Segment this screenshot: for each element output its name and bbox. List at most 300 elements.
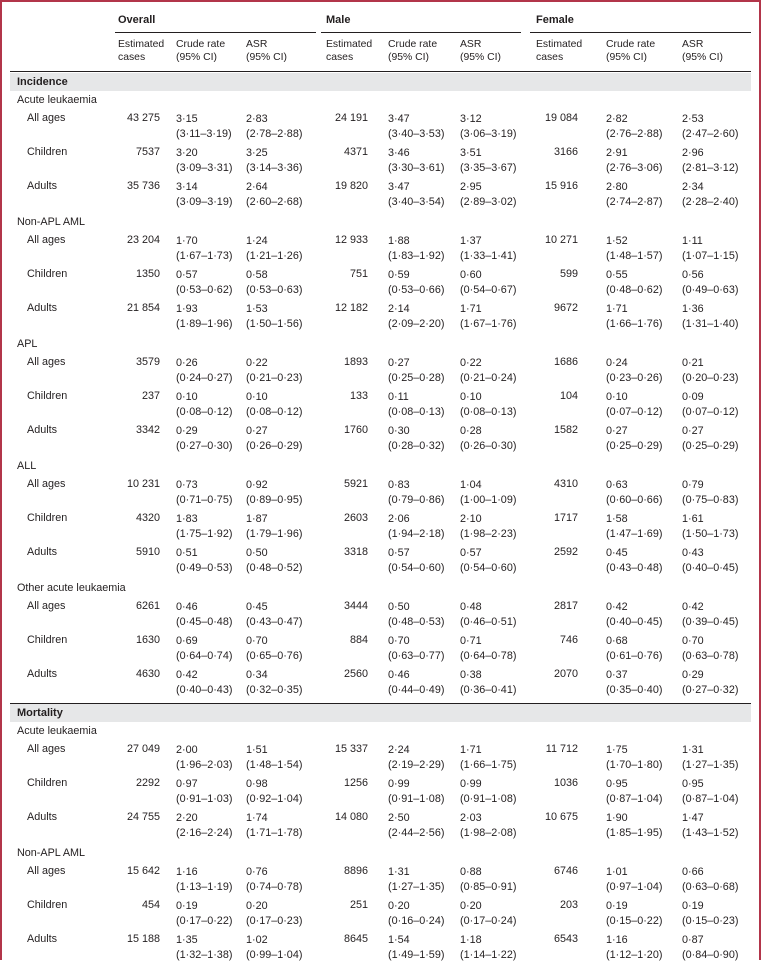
- asr-value: 0·10: [460, 391, 482, 403]
- column-header-line: ASR: [682, 39, 704, 50]
- asr-value: 0·95: [682, 778, 704, 790]
- crude-rate-ci: (0·53–0·66): [388, 284, 445, 296]
- asr-ci: (1·07–1·15): [682, 250, 739, 262]
- asr-cell: [246, 668, 302, 698]
- crude-rate-ci: (0·97–1·04): [606, 881, 663, 893]
- crude-rate-cell: [176, 234, 232, 264]
- estimated-cases: 4630: [135, 668, 160, 680]
- asr-value: 1·04: [460, 479, 482, 491]
- column-header-asr: [682, 38, 723, 64]
- estimated-cases: 15 642: [126, 865, 160, 877]
- asr-value: 0·45: [246, 601, 268, 613]
- crude-rate-cell: [176, 933, 232, 963]
- asr-cell: [682, 743, 738, 773]
- crude-rate-ci: (0·53–0·62): [176, 284, 233, 296]
- table-row: [10, 811, 751, 845]
- asr-ci: (0·17–0·23): [246, 915, 303, 927]
- crude-rate-value: 3·20: [176, 147, 198, 159]
- asr-cell: [246, 634, 302, 664]
- crude-rate-ci: (2·09–2·20): [388, 318, 445, 330]
- estimated-cases: 104: [559, 390, 578, 402]
- asr-cell: [682, 180, 738, 210]
- crude-rate-ci: (0·71–0·75): [176, 494, 233, 506]
- asr-cell: [682, 302, 738, 332]
- asr-cell: [682, 268, 738, 298]
- crude-rate-cell: [388, 777, 444, 807]
- crude-rate-value: 1·90: [606, 812, 628, 824]
- estimated-cases: 2070: [553, 668, 578, 680]
- crude-rate-ci: (0·64–0·74): [176, 650, 233, 662]
- crude-rate-ci: (3·40–3·53): [388, 128, 445, 140]
- asr-ci: (0·65–0·76): [246, 650, 303, 662]
- asr-ci: (0·99–1·04): [246, 949, 303, 961]
- asr-cell: [246, 268, 302, 298]
- asr-value: 0·10: [246, 391, 268, 403]
- table-row: [10, 356, 751, 390]
- crude-rate-value: 0·46: [388, 669, 410, 681]
- asr-value: 0·22: [246, 357, 268, 369]
- estimated-cases: 454: [141, 899, 160, 911]
- column-header-line: Estimated: [536, 39, 583, 50]
- crude-rate-value: 2·20: [176, 812, 198, 824]
- crude-rate-cell: [606, 180, 662, 210]
- row-label: Adults: [27, 180, 58, 192]
- estimated-cases: 8896: [343, 865, 368, 877]
- asr-cell: [246, 933, 302, 963]
- row-label: Adults: [27, 546, 58, 558]
- asr-ci: (1·48–1·54): [246, 759, 303, 771]
- asr-ci: (1·43–1·52): [682, 827, 739, 839]
- asr-value: 1·24: [246, 235, 268, 247]
- crude-rate-ci: (0·25–0·29): [606, 440, 663, 452]
- asr-ci: (1·27–1·35): [682, 759, 739, 771]
- crude-rate-cell: [606, 865, 662, 895]
- crude-rate-ci: (1·94–2·18): [388, 528, 445, 540]
- asr-value: 0·70: [682, 635, 704, 647]
- crude-rate-cell: [176, 112, 232, 142]
- crude-rate-cell: [388, 424, 444, 454]
- crude-rate-value: 1·35: [176, 934, 198, 946]
- crude-rate-ci: (0·25–0·28): [388, 372, 445, 384]
- crude-rate-cell: [176, 600, 232, 630]
- subgroup-title: Acute leukaemia: [17, 94, 97, 106]
- crude-rate-cell: [176, 390, 232, 420]
- subgroup-title: Acute leukaemia: [17, 725, 97, 737]
- asr-value: 0·58: [246, 269, 268, 281]
- asr-ci: (0·85–0·91): [460, 881, 517, 893]
- asr-cell: [682, 234, 738, 264]
- estimated-cases: 11 712: [545, 743, 578, 755]
- crude-rate-value: 0·50: [388, 601, 410, 613]
- crude-rate-value: 1·54: [388, 934, 410, 946]
- column-header-line: Crude rate: [176, 39, 226, 50]
- crude-rate-ci: (0·49–0·53): [176, 562, 233, 574]
- asr-cell: [460, 424, 516, 454]
- asr-cell: [682, 478, 738, 508]
- column-header-asr: [246, 38, 287, 64]
- crude-rate-value: 2·50: [388, 812, 410, 824]
- crude-rate-value: 1·83: [176, 513, 198, 525]
- asr-ci: (3·06–3·19): [460, 128, 517, 140]
- crude-rate-ci: (0·07–0·12): [606, 406, 663, 418]
- estimated-cases: 4371: [343, 146, 368, 158]
- asr-cell: [460, 634, 516, 664]
- asr-value: 2·53: [682, 113, 704, 125]
- crude-rate-value: 0·51: [176, 547, 198, 559]
- asr-value: 0·99: [460, 778, 482, 790]
- asr-value: 3·25: [246, 147, 268, 159]
- table-row: [10, 600, 751, 634]
- asr-value: 1·51: [246, 744, 268, 756]
- asr-cell: [460, 777, 516, 807]
- estimated-cases: 10 231: [126, 478, 160, 490]
- crude-rate-cell: [388, 478, 444, 508]
- estimated-cases: 884: [349, 634, 368, 646]
- table-row: [10, 424, 751, 458]
- crude-rate-ci: (0·91–1·03): [176, 793, 233, 805]
- asr-value: 0·34: [246, 669, 268, 681]
- section-title: Incidence: [10, 73, 751, 91]
- crude-rate-cell: [606, 268, 662, 298]
- asr-cell: [682, 546, 738, 576]
- crude-rate-value: 3·15: [176, 113, 198, 125]
- column-header-line: cases: [118, 52, 146, 63]
- crude-rate-value: 0·27: [606, 425, 628, 437]
- crude-rate-cell: [388, 112, 444, 142]
- estimated-cases: 8645: [343, 933, 368, 945]
- crude-rate-ci: (1·89–1·96): [176, 318, 233, 330]
- row-label: Children: [27, 146, 68, 158]
- asr-value: 0·56: [682, 269, 704, 281]
- crude-rate-value: 0·27: [388, 357, 410, 369]
- asr-ci: (3·35–3·67): [460, 162, 517, 174]
- asr-value: 2·10: [460, 513, 482, 525]
- row-label: Children: [27, 268, 68, 280]
- column-header-line: ASR: [460, 39, 482, 50]
- crude-rate-value: 0·59: [388, 269, 410, 281]
- estimated-cases: 2603: [343, 512, 368, 524]
- crude-rate-cell: [606, 424, 662, 454]
- crude-rate-value: 1·71: [606, 303, 628, 315]
- asr-cell: [246, 777, 302, 807]
- row-label: Children: [27, 512, 68, 524]
- asr-value: 1·71: [460, 744, 482, 756]
- asr-cell: [682, 634, 738, 664]
- asr-ci: (0·46–0·51): [460, 616, 517, 628]
- group-rule: [321, 32, 521, 33]
- group-header-overall: Overall: [118, 14, 156, 26]
- asr-cell: [682, 865, 738, 895]
- crude-rate-cell: [606, 356, 662, 386]
- subgroup-title: Non-APL AML: [17, 847, 86, 859]
- table-row: [10, 777, 751, 811]
- crude-rate-ci: (2·44–2·56): [388, 827, 445, 839]
- header-rule: [10, 71, 751, 72]
- crude-rate-cell: [606, 634, 662, 664]
- asr-ci: (1·50–1·56): [246, 318, 303, 330]
- asr-ci: (0·54–0·60): [460, 562, 517, 574]
- estimated-cases: 6261: [135, 600, 160, 612]
- estimated-cases: 15 337: [334, 743, 368, 755]
- estimated-cases: 1582: [553, 424, 578, 436]
- crude-rate-value: 0·42: [176, 669, 198, 681]
- crude-rate-ci: (3·09–3·19): [176, 196, 233, 208]
- crude-rate-value: 0·19: [176, 900, 198, 912]
- asr-cell: [682, 424, 738, 454]
- estimated-cases: 19 820: [334, 180, 368, 192]
- crude-rate-value: 0·99: [388, 778, 410, 790]
- estimated-cases: 10 271: [544, 234, 578, 246]
- crude-rate-value: 1·88: [388, 235, 410, 247]
- crude-rate-cell: [606, 478, 662, 508]
- asr-cell: [460, 478, 516, 508]
- crude-rate-cell: [176, 356, 232, 386]
- asr-cell: [460, 356, 516, 386]
- table-row: [10, 668, 751, 702]
- row-label: Adults: [27, 811, 58, 823]
- crude-rate-ci: (3·40–3·54): [388, 196, 445, 208]
- crude-rate-cell: [606, 811, 662, 841]
- crude-rate-cell: [388, 146, 444, 176]
- asr-ci: (1·66–1·75): [460, 759, 517, 771]
- table-row: [10, 634, 751, 668]
- estimated-cases: 10 675: [544, 811, 578, 823]
- asr-ci: (0·92–1·04): [246, 793, 303, 805]
- crude-rate-value: 0·26: [176, 357, 198, 369]
- asr-ci: (0·53–0·63): [246, 284, 303, 296]
- crude-rate-ci: (1·96–2·03): [176, 759, 233, 771]
- column-header-crude: [606, 38, 655, 64]
- column-header-line: Crude rate: [388, 39, 438, 50]
- crude-rate-cell: [388, 356, 444, 386]
- estimated-cases: 12 182: [334, 302, 368, 314]
- asr-ci: (2·28–2·40): [682, 196, 739, 208]
- asr-value: 1·02: [246, 934, 268, 946]
- asr-ci: (0·08–0·13): [460, 406, 517, 418]
- column-header-crude: [176, 38, 225, 64]
- asr-cell: [246, 811, 302, 841]
- column-header-line: cases: [326, 52, 354, 63]
- column-header-line: (95% CI): [606, 52, 647, 63]
- asr-ci: (1·33–1·41): [460, 250, 517, 262]
- asr-ci: (0·91–1·08): [460, 793, 517, 805]
- crude-rate-ci: (0·45–0·48): [176, 616, 233, 628]
- estimated-cases: 751: [349, 268, 368, 280]
- row-label: Children: [27, 634, 68, 646]
- crude-rate-cell: [388, 634, 444, 664]
- asr-ci: (0·49–0·63): [682, 284, 739, 296]
- asr-ci: (1·00–1·09): [460, 494, 517, 506]
- asr-value: 0·42: [682, 601, 704, 613]
- crude-rate-cell: [388, 743, 444, 773]
- crude-rate-value: 2·00: [176, 744, 198, 756]
- table-row: [10, 390, 751, 424]
- crude-rate-cell: [606, 390, 662, 420]
- group-header-male: Male: [326, 14, 351, 26]
- asr-cell: [246, 146, 302, 176]
- crude-rate-ci: (1·49–1·59): [388, 949, 445, 961]
- asr-cell: [682, 356, 738, 386]
- crude-rate-cell: [388, 668, 444, 698]
- asr-value: 0·50: [246, 547, 268, 559]
- row-label: Adults: [27, 302, 58, 314]
- asr-ci: (0·17–0·24): [460, 915, 517, 927]
- crude-rate-cell: [176, 302, 232, 332]
- asr-cell: [460, 146, 516, 176]
- crude-rate-cell: [606, 777, 662, 807]
- crude-rate-ci: (2·19–2·29): [388, 759, 445, 771]
- asr-cell: [682, 390, 738, 420]
- column-header-cases: [536, 38, 582, 64]
- asr-ci: (0·36–0·41): [460, 684, 517, 696]
- crude-rate-ci: (0·54–0·60): [388, 562, 445, 574]
- crude-rate-ci: (1·27–1·35): [388, 881, 445, 893]
- asr-cell: [460, 668, 516, 698]
- crude-rate-ci: (2·16–2·24): [176, 827, 233, 839]
- asr-ci: (0·26–0·29): [246, 440, 303, 452]
- asr-value: 2·03: [460, 812, 482, 824]
- asr-value: 1·36: [682, 303, 704, 315]
- crude-rate-value: 1·70: [176, 235, 198, 247]
- crude-rate-cell: [606, 512, 662, 542]
- asr-cell: [246, 180, 302, 210]
- asr-value: 1·71: [460, 303, 482, 315]
- asr-value: 1·37: [460, 235, 482, 247]
- asr-ci: (1·14–1·22): [460, 949, 517, 961]
- asr-cell: [246, 512, 302, 542]
- crude-rate-value: 2·80: [606, 181, 628, 193]
- crude-rate-ci: (0·08–0·12): [176, 406, 233, 418]
- column-header-line: ASR: [246, 39, 268, 50]
- asr-cell: [460, 811, 516, 841]
- asr-cell: [246, 600, 302, 630]
- estimated-cases: 1717: [553, 512, 578, 524]
- crude-rate-cell: [606, 546, 662, 576]
- row-label: All ages: [27, 112, 66, 124]
- asr-ci: (0·20–0·23): [682, 372, 739, 384]
- asr-value: 0·71: [460, 635, 482, 647]
- crude-rate-cell: [606, 743, 662, 773]
- crude-rate-cell: [606, 112, 662, 142]
- crude-rate-value: 0·63: [606, 479, 628, 491]
- crude-rate-ci: (1·75–1·92): [176, 528, 233, 540]
- estimated-cases: 7537: [135, 146, 160, 158]
- estimated-cases: 3444: [343, 600, 368, 612]
- crude-rate-value: 3·47: [388, 113, 410, 125]
- estimated-cases: 1686: [553, 356, 578, 368]
- crude-rate-value: 1·01: [606, 866, 628, 878]
- asr-cell: [682, 777, 738, 807]
- crude-rate-cell: [176, 546, 232, 576]
- asr-cell: [246, 478, 302, 508]
- row-label: Adults: [27, 933, 58, 945]
- estimated-cases: 21 854: [126, 302, 160, 314]
- crude-rate-cell: [176, 268, 232, 298]
- estimated-cases: 2817: [553, 600, 578, 612]
- table-row: [10, 743, 751, 777]
- crude-rate-ci: (0·48–0·62): [606, 284, 663, 296]
- crude-rate-cell: [388, 268, 444, 298]
- row-label: All ages: [27, 600, 66, 612]
- crude-rate-value: 0·10: [176, 391, 198, 403]
- asr-ci: (0·43–0·47): [246, 616, 303, 628]
- crude-rate-ci: (1·66–1·76): [606, 318, 663, 330]
- table-row: [10, 899, 751, 933]
- crude-rate-ci: (1·67–1·73): [176, 250, 233, 262]
- estimated-cases: 1256: [343, 777, 368, 789]
- crude-rate-cell: [388, 865, 444, 895]
- group-header-female: Female: [536, 14, 574, 26]
- crude-rate-ci: (0·27–0·30): [176, 440, 233, 452]
- row-label: Children: [27, 777, 68, 789]
- crude-rate-ci: (0·40–0·45): [606, 616, 663, 628]
- estimated-cases: 3166: [553, 146, 578, 158]
- row-label: Children: [27, 390, 68, 402]
- asr-cell: [246, 234, 302, 264]
- crude-rate-value: 0·97: [176, 778, 198, 790]
- column-header-line: (95% CI): [460, 52, 501, 63]
- asr-ci: (0·63–0·68): [682, 881, 739, 893]
- estimated-cases: 746: [559, 634, 578, 646]
- asr-cell: [460, 512, 516, 542]
- asr-cell: [460, 546, 516, 576]
- subgroup-title: Non-APL AML: [17, 216, 86, 228]
- estimated-cases: 19 084: [544, 112, 578, 124]
- crude-rate-ci: (0·17–0·22): [176, 915, 233, 927]
- crude-rate-cell: [176, 743, 232, 773]
- row-label: Adults: [27, 424, 58, 436]
- estimated-cases: 24 755: [126, 811, 160, 823]
- column-header-line: (95% CI): [176, 52, 217, 63]
- crude-rate-ci: (0·16–0·24): [388, 915, 445, 927]
- asr-ci: (2·60–2·68): [246, 196, 303, 208]
- asr-value: 1·53: [246, 303, 268, 315]
- table-row: [10, 546, 751, 580]
- crude-rate-cell: [388, 546, 444, 576]
- asr-value: 1·31: [682, 744, 704, 756]
- asr-ci: (0·26–0·30): [460, 440, 517, 452]
- asr-cell: [246, 865, 302, 895]
- crude-rate-ci: (0·43–0·48): [606, 562, 663, 574]
- crude-rate-ci: (1·47–1·69): [606, 528, 663, 540]
- asr-value: 0·38: [460, 669, 482, 681]
- asr-cell: [460, 234, 516, 264]
- crude-rate-ci: (0·44–0·49): [388, 684, 445, 696]
- crude-rate-value: 0·37: [606, 669, 628, 681]
- crude-rate-cell: [176, 424, 232, 454]
- crude-rate-cell: [606, 668, 662, 698]
- crude-rate-ci: (0·91–1·08): [388, 793, 445, 805]
- crude-rate-value: 2·14: [388, 303, 410, 315]
- asr-value: 2·34: [682, 181, 704, 193]
- crude-rate-ci: (1·83–1·92): [388, 250, 445, 262]
- estimated-cases: 9672: [553, 302, 578, 314]
- asr-cell: [246, 424, 302, 454]
- asr-value: 0·76: [246, 866, 268, 878]
- crude-rate-value: 0·69: [176, 635, 198, 647]
- column-header-line: (95% CI): [246, 52, 287, 63]
- asr-cell: [460, 390, 516, 420]
- asr-ci: (0·54–0·67): [460, 284, 517, 296]
- crude-rate-value: 0·24: [606, 357, 628, 369]
- crude-rate-ci: (3·11–3·19): [176, 128, 232, 140]
- estimated-cases: 23 204: [126, 234, 160, 246]
- crude-rate-value: 0·46: [176, 601, 198, 613]
- crude-rate-value: 1·16: [176, 866, 198, 878]
- row-label: Adults: [27, 668, 58, 680]
- asr-cell: [682, 146, 738, 176]
- asr-value: 2·95: [460, 181, 482, 193]
